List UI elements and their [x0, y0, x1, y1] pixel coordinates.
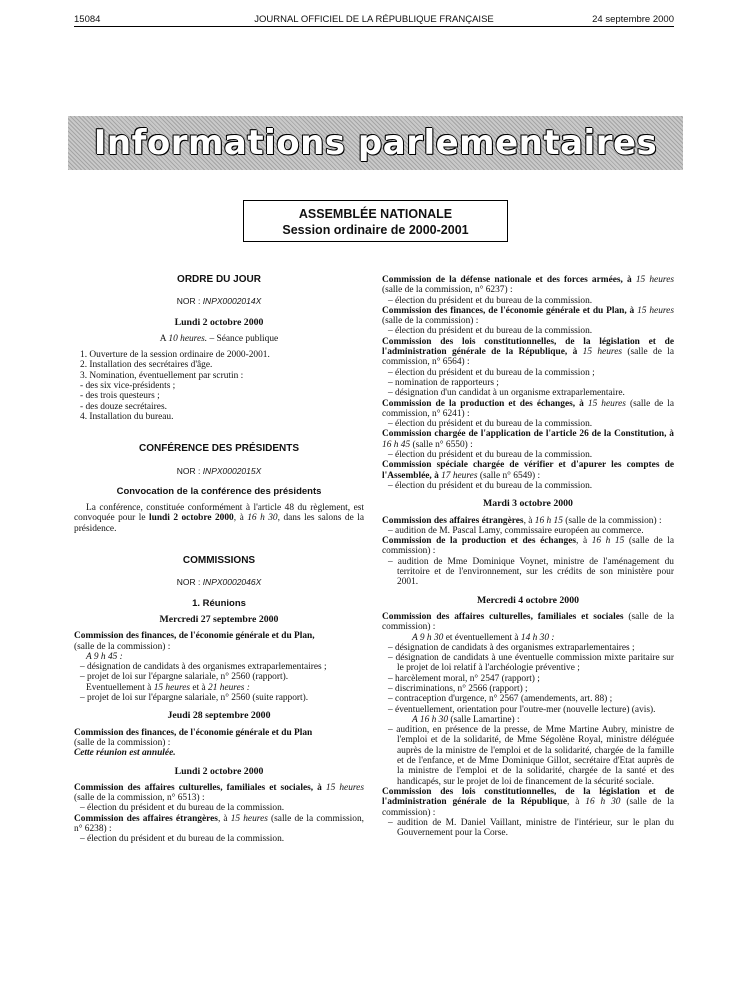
- commissions-heading: COMMISSIONS: [182, 555, 256, 567]
- commission-entry: [382, 399, 674, 420]
- agenda-item: 4. Installation du bureau.: [80, 411, 174, 422]
- time: [412, 633, 674, 643]
- room: (salle de la commission) :: [74, 737, 171, 748]
- room: (salle de la commission) :: [74, 641, 171, 652]
- assembly-box: [243, 200, 508, 242]
- text: , à: [523, 515, 535, 526]
- time: 15 heures: [635, 275, 675, 285]
- commission-name: Commission des affaires culturelles, familiales et sociales: [382, 611, 624, 622]
- agenda-item: – désignation de candidats à une éventuelle commission mixte paritaire sur le projet de loi relatif à l'archéologie préventive ;: [388, 653, 674, 674]
- agenda-subitem: - des six vice-présidents ;: [80, 381, 176, 392]
- time: 16 h 45: [382, 439, 411, 450]
- header-rule: [74, 26, 674, 27]
- commission-entry: [382, 612, 674, 633]
- agenda-item: – élection du président et du bureau de la commission.: [388, 326, 593, 337]
- day-heading: Mercredi 4 octobre 2000: [476, 594, 580, 606]
- commission-name: Commission de la production et des échanges: [382, 536, 577, 547]
- time: 16 h 15: [534, 515, 563, 526]
- room: (salle de la commission, n° 6564) :: [382, 347, 675, 368]
- agenda-item: 1. Ouverture de la session ordinaire de 2000-2001.: [80, 350, 270, 361]
- reunions-heading: 1. Réunions: [192, 597, 246, 609]
- agenda-item: – élection du président et du bureau de la commission.: [388, 419, 593, 430]
- agenda-item: – harcèlement moral, n° 2547 (rapport) ;: [388, 673, 540, 684]
- time: 16 h 30: [585, 797, 621, 808]
- time-prefix: A: [159, 333, 167, 344]
- commission-entry: [382, 536, 674, 557]
- time: 21 heures :: [208, 682, 250, 693]
- text: , à: [233, 513, 248, 524]
- time: [86, 652, 364, 662]
- agenda-item: – audition de M. Daniel Vaillant, ministre de l'intérieur, sur le plan du Gouvernement pour la Corse.: [388, 817, 674, 839]
- agenda-item: – audition de Mme Dominique Voynet, ministre de l'aménagement du territoire et de l'environnement, sur les crédits de son ministère pour 2001.: [388, 556, 674, 588]
- text: , à: [566, 797, 586, 808]
- commission-entry: [74, 783, 364, 804]
- optional-time: [86, 683, 364, 693]
- commission-entry: [382, 787, 674, 818]
- commission-name: Commission spéciale chargée de vérifier et d'apurer les comptes de l'Assemblée, à: [382, 460, 674, 481]
- ordre-du-jour-heading: ORDRE DU JOUR: [177, 274, 261, 285]
- agenda-item: – désignation de candidats à des organismes extraparlementaires ;: [80, 662, 327, 673]
- date: lundi 2 octobre 2000: [149, 513, 234, 524]
- page-number: 15084: [74, 14, 101, 25]
- agenda-item: – désignation de candidats à des organismes extraparlementaires ;: [388, 642, 635, 653]
- commission-name: Commission des finances, de l'économie générale et du Plan, à: [382, 305, 635, 316]
- text: et à: [190, 682, 209, 693]
- commission-name: Commission des affaires étrangères: [74, 813, 218, 824]
- conference-subtitle: Convocation de la conférence des présidents: [116, 485, 322, 497]
- time: 15 heures: [230, 813, 268, 824]
- time: 16 h 15: [591, 536, 625, 547]
- agenda-item: – nomination de rapporteurs ;: [388, 377, 499, 388]
- session-name: Session ordinaire de 2000-2001: [282, 223, 469, 237]
- commission-name: Commission des lois constitutionnelles, de la législation et de l'administration générale de la République: [382, 786, 674, 808]
- cancellation-note: [74, 748, 364, 758]
- nor-label: NOR :: [176, 465, 201, 476]
- time: 17 heures: [441, 470, 478, 481]
- agenda-item: – élection du président et du bureau de la commission.: [80, 803, 285, 814]
- time: A 16 h 30: [412, 714, 449, 725]
- journal-title: JOURNAL OFFICIEL DE LA RÉPUBLIQUE FRANÇAISE: [254, 14, 494, 25]
- assembly-name: ASSEMBLÉE NATIONALE: [298, 207, 453, 221]
- text: , à: [217, 813, 231, 824]
- time: 15 heures: [637, 305, 674, 316]
- room: (salle n° 6550) :: [410, 439, 473, 450]
- room: (salle de la commission) :: [382, 316, 479, 327]
- agenda-item: – élection du président et du bureau de la commission.: [80, 834, 285, 845]
- nor-code: INPX0002014X: [202, 296, 262, 307]
- room: (salle n° 6549) :: [477, 470, 541, 481]
- commission-name: Commission de la production et des échanges, à: [382, 398, 588, 409]
- time: 15 heures: [587, 398, 626, 409]
- issue-date: 24 septembre 2000: [592, 14, 674, 25]
- room: (salle de la commission, n° 6237) :: [382, 285, 513, 296]
- nor-reference: [74, 577, 364, 587]
- commission-name: Commission chargée de l'application de l'article 26 de la Constitution, à: [382, 429, 674, 440]
- day-heading: Lundi 2 octobre 2000: [174, 765, 264, 777]
- time: A 9 h 30: [412, 632, 444, 643]
- room: (salle de la commission) :: [382, 536, 674, 557]
- commission-name: Commission des finances, de l'économie générale et du Plan: [74, 727, 313, 738]
- day-heading: Mercredi 27 septembre 2000: [159, 613, 279, 625]
- commission-name: Commission des lois constitutionnelles, de la législation et de l'administration générale de la République, à: [382, 336, 674, 358]
- agenda-item: 2. Installation des secrétaires d'âge.: [80, 360, 213, 371]
- agenda-item: – projet de loi sur l'épargne salariale, n° 2560 (suite rapport).: [80, 693, 309, 704]
- agenda-subitem: - des douze secrétaires.: [80, 401, 167, 412]
- nor-code: INPX0002046X: [202, 577, 262, 588]
- agenda-item: 3. Nomination, éventuellement par scrutin :: [80, 370, 244, 381]
- agenda-item: – discriminations, n° 2566 (rapport) ;: [388, 683, 528, 694]
- room: (salle de la commission, n° 6241) :: [382, 398, 674, 419]
- commission-name: Commission des finances, de l'économie générale et du Plan,: [74, 631, 315, 642]
- day-heading: Jeudi 28 septembre 2000: [167, 710, 271, 722]
- commission-name: Commission de la défense nationale et des forces armées, à: [382, 275, 632, 285]
- room: (salle de la commission, n° 6513) :: [74, 793, 205, 804]
- commission-entry: [382, 429, 674, 450]
- time: 16 h 30: [247, 513, 278, 524]
- agenda-item: – audition, en présence de la presse, de Mme Martine Aubry, ministre de l'emploi et de la solidarité, de Mme Ségolène Royal, ministre déléguée auprès de la ministre de l'emploi et de la solidarité, chargée de la famille et de l'enfance, et de Mme Dominique Gillot, secrétaire d'Etat auprès de la ministre de l'emploi et de la solidarité, chargée de la santé et des handicapés, sur le projet de loi de financement de la sécurité sociale.: [388, 725, 674, 787]
- session-type: – Séance publique: [207, 333, 279, 344]
- commission-entry: [382, 306, 674, 327]
- agenda-item: – éventuellement, orientation pour l'outre-mer (nouvelle lecture) (avis).: [388, 704, 656, 715]
- left-column: [74, 275, 364, 845]
- time: 14 h 30 :: [520, 632, 555, 643]
- conference-heading: CONFÉRENCE DES PRÉSIDENTS: [138, 443, 300, 455]
- time: 15 heures: [582, 347, 623, 358]
- session-time: [74, 334, 364, 344]
- commission-entry: [382, 337, 674, 368]
- nor-code: INPX0002015X: [202, 465, 262, 476]
- text: , dans les salons de la présidence.: [74, 513, 365, 534]
- section-banner: [68, 116, 683, 170]
- nor-reference: [74, 296, 364, 306]
- agenda-item: – élection du président et du bureau de la commission.: [388, 480, 593, 491]
- agenda-item: – audition de M. Pascal Lamy, commissaire européen au commerce.: [388, 525, 644, 536]
- time: 10 heures.: [168, 333, 208, 344]
- agenda-item: – contraception d'urgence, n° 2567 (amendements, art. 88) ;: [388, 694, 613, 705]
- text: Eventuellement à: [86, 682, 154, 693]
- commission-entry: [382, 460, 674, 481]
- room: (salle de la commission) :: [382, 797, 675, 818]
- room: (salle de la commission) :: [562, 515, 662, 526]
- text: et éventuellement à: [443, 632, 521, 643]
- note: Cette réunion est annulée.: [74, 748, 176, 759]
- time: [412, 715, 674, 725]
- commission-entry: [382, 516, 674, 526]
- time: 15 heures: [153, 682, 191, 693]
- agenda-item: – élection du président et du bureau de la commission ;: [388, 367, 595, 378]
- commission-name: Commission des affaires culturelles, familiales et sociales, à: [74, 782, 322, 793]
- commission-entry: [382, 275, 674, 296]
- day-heading: Lundi 2 octobre 2000: [174, 316, 264, 328]
- room: (salle Lamartine) :: [448, 714, 520, 725]
- nor-label: NOR :: [176, 296, 201, 307]
- agenda-item: – élection du président et du bureau de la commission.: [388, 450, 593, 461]
- agenda-item: – projet de loi sur l'épargne salariale, n° 2560 (rapport).: [80, 672, 289, 683]
- conference-paragraph: [74, 503, 364, 534]
- nor-label: NOR :: [176, 577, 201, 588]
- text: , à: [576, 536, 592, 547]
- day-heading: Mardi 3 octobre 2000: [483, 498, 573, 510]
- agenda-item: – élection du président et du bureau de la commission.: [388, 295, 593, 306]
- nor-reference: [74, 466, 364, 476]
- commission-name: Commission des affaires étrangères: [382, 515, 524, 526]
- time-text: A 9 h 45 :: [86, 651, 123, 662]
- agenda-subitem: - des trois questeurs ;: [80, 391, 160, 402]
- agenda-item: – désignation d'un candidat à un organisme extraparlementaire.: [388, 388, 625, 399]
- commission-entry: [74, 814, 364, 835]
- room: (salle de la commission) :: [382, 611, 674, 633]
- text: La conférence, constituée conformément à l'article 48 du règlement, est convoquée pour le: [74, 503, 364, 524]
- room: (salle de la commission, n° 6238) :: [74, 813, 364, 834]
- right-column: [382, 275, 674, 838]
- banner-title: Informations parlementaires: [93, 123, 658, 163]
- time: 15 heures: [325, 782, 364, 793]
